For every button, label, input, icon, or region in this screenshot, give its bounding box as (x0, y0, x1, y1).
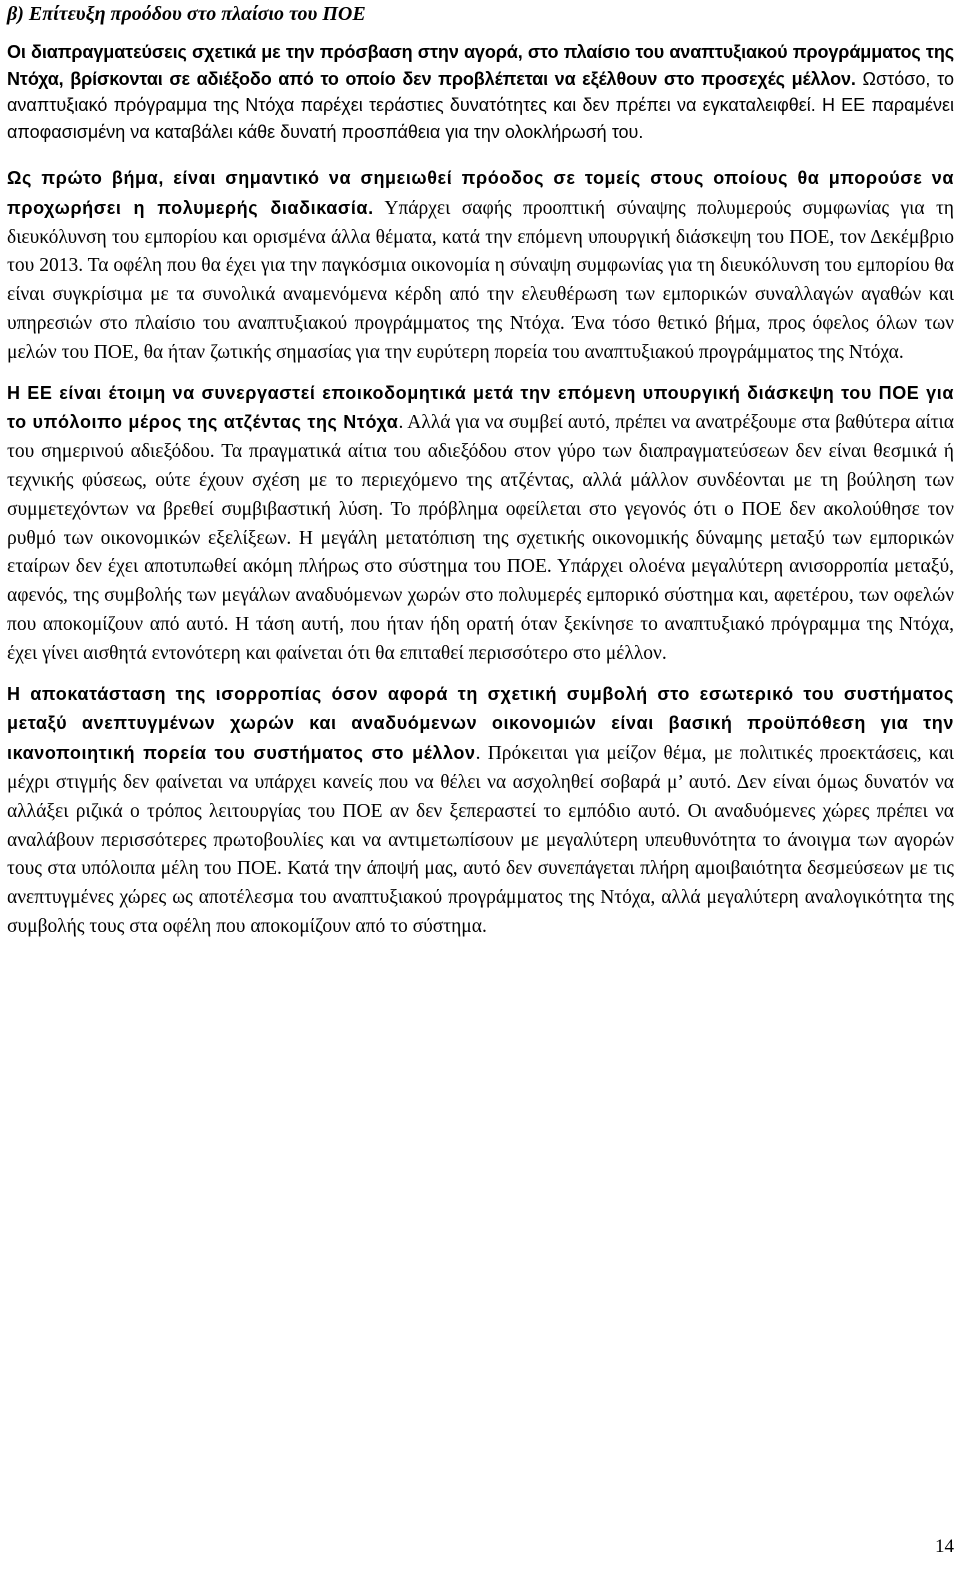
paragraph-3-bold: Η ΕΕ είναι έτοιμη να συνεργαστεί εποικοδομητικά μετά την επόμενη υπουργική διάσκεψη του ΠΟΕ για το υπόλοιπο μέρος της ατζέντας της Ντόχα (7, 382, 954, 433)
paragraph-2-bold: Ως πρώτο βήμα, είναι σημαντικό να σημειωθεί πρόοδος σε τομείς στους οποίους θα μπορούσε να προχωρήσει η πολυμερής διαδικασία. (7, 168, 954, 218)
paragraph-4-bold: Η αποκατάσταση της ισορροπίας όσον αφορά τη σχετική συμβολή στο εσωτερικό του συστήματος μεταξύ ανεπτυγμένων χωρών και αναδυόμενων οικονομιών είναι βασική προϋπόθεση για την ικανοποιητική πορεία του συστήματος στο μέλλον (7, 683, 954, 764)
paragraph-4 (7, 680, 954, 942)
section-heading: β) Επίτευξη προόδου στο πλαίσιο του ΠΟΕ (7, 3, 366, 25)
paragraph-1-text: Ωστόσο, το αναπτυξιακό πρόγραμμα της Ντόχα παρέχει τεράστιες δυνατότητες και δεν πρέπει να εγκαταλειφθεί. Η ΕΕ παραμένει αποφασισμένη να καταβάλει κάθε δυνατή προσπάθεια για την ολοκλήρωσή του. (7, 68, 954, 142)
paragraph-1 (7, 39, 954, 145)
paragraph-1-bold: Οι διαπραγματεύσεις σχετικά με την πρόσβαση στην αγορά, στο πλαίσιο του αναπτυξιακού προγράμματος της Ντόχα, βρίσκονται σε αδιέξοδο από το οποίο δεν προβλέπεται να εξέλθουν στο προσεχές μέλλον. (7, 42, 954, 89)
document-page (7, 0, 954, 942)
paragraph-4-text: . Πρόκειται για μείζον θέμα, με πολιτικές προεκτάσεις, και μέχρι στιγμής δεν φαίνεται να υπάρχει κανείς που να θέλει να ασχοληθεί σοβαρά μ’ αυτό. Δεν είναι όμως δυνατόν να αλλάξει ριζικά ο τρόπος λειτουργίας του ΠΟΕ αν δεν ξεπεραστεί το εμπόδιο αυτό. Οι αναδυόμενες χώρες πρέπει να αναλάβουν περισσότερες πρωτοβουλίες και να αντιμετωπίσουν με μεγαλύτερη υπευθυνότητα το άνοιγμα των αγορών τους στα υπόλοιπα μέλη του ΠΟΕ. Κατά την άποψή μας, αυτό δεν συνεπάγεται πλήρη αμοιβαιότητα δεσμεύσεων με τις ανεπτυγμένες χώρες ως αποτέλεσμα του αναπτυξιακού προγράμματος της Ντόχα, αλλά μεγαλύτερη αναλογικότητα της συμβολής τους στα οφέλη που αποκομίζουν από το σύστημα. (7, 743, 954, 937)
paragraph-3-text: . Αλλά για να συμβεί αυτό, πρέπει να ανατρέξουμε στα βαθύτερα αίτια του σημερινού αδιεξόδου. Τα πραγματικά αίτια του αδιεξόδου στον γύρο των διαπραγματεύσεων δεν είναι θεσμικά ή τεχνικής φύσεως, ούτε έχουν σχέση με το περιεχόμενο της ατζέντας, αλλά μάλλον συνδέονται με τη βούληση των συμμετεχόντων να βρεθεί συμβιβαστική λύση. Το πρόβλημα οφείλεται στο γεγονός ότι ο ΠΟΕ δεν ακολούθησε τον ρυθμό των οικονομικών εξελίξεων. Η μεγάλη μετατόπιση της σχετικής οικονομικής δύναμης μεταξύ των εμπορικών εταίρων δεν έχει αποτυπωθεί ακόμη πλήρως στο σύστημα του ΠΟΕ. Υπάρχει ολοένα μεγαλύτερη ανισορροπία μεταξύ, αφενός, της συμβολής των μεγάλων αναδυόμενων χωρών στο πολυμερές εμπορικό σύστημα και, αφετέρου, των οφελών που αποκομίζουν από αυτό. Η τάση αυτή, που ήταν ήδη ορατή όταν ξεκίνησε το αναπτυξιακό πρόγραμμα της Ντόχα, έχει γίνει αισθητά εντονότερη και φαίνεται ότι θα επιταθεί περισσότερο στο μέλλον. (7, 412, 954, 664)
page-number: 14 (935, 1536, 954, 1557)
paragraph-3 (7, 379, 954, 669)
paragraph-2 (7, 164, 954, 368)
paragraph-2-text: Υπάρχει σαφής προοπτική σύναψης πολυμερούς συμφωνίας για τη διευκόλυνση του εμπορίου και ορισμένα άλλα θέματα, κατά την επόμενη υπουργική διάσκεψη του ΠΟΕ, τον Δεκέμβριο του 2013. Τα οφέλη που θα έχει για την παγκόσμια οικονομία η σύναψη συμφωνίας για τη διευκόλυνση του εμπορίου θα είναι συγκρίσιμα με τα συνολικά αναμενόμενα κέρδη από την ελευθέρωση των εμπορικών συναλλαγών αγαθών και υπηρεσιών στο πλαίσιο του αναπτυξιακού προγράμματος της Ντόχα. Ένα τόσο θετικό βήμα, προς όφελος όλων των μελών του ΠΟΕ, θα ήταν ζωτικής σημασίας για την ευρύτερη πορεία του αναπτυξιακού προγράμματος της Ντόχα. (7, 197, 954, 363)
